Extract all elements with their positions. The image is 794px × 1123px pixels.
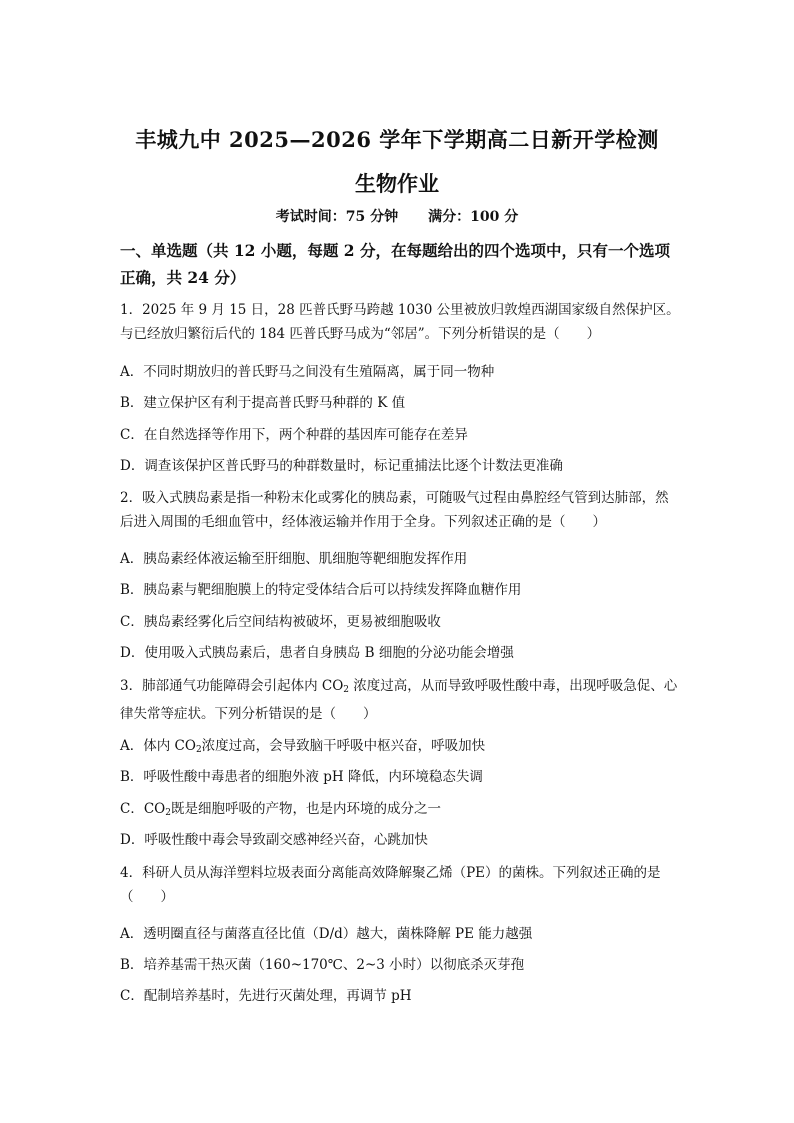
page-subtitle: 生物作业	[355, 171, 439, 196]
question-2-option-a: A．胰岛素经体液运输至肝细胞、肌细胞等靶细胞发挥作用	[120, 551, 468, 567]
question-3-stem-part-a: 3．肺部通气功能障碍会引起体内 CO	[120, 678, 344, 694]
option-text: B．呼吸性酸中毒患者的细胞外液 pH 降低，内环境稳态失调	[120, 769, 483, 785]
question-3-stem	[120, 674, 680, 726]
option-subscript: 2	[195, 745, 202, 755]
question-3-option-d	[120, 831, 428, 849]
question-1-stem: 1．2025 年 9 月 15 日，28 匹普氏野马跨越 1030 公里被放归敦煌西湖国家级自然保护区。与已经放归繁衍后代的 184 匹普氏野马成为“邻居”。下列分析错误的是（ ）	[120, 302, 680, 342]
question-3-option-b	[120, 768, 483, 786]
option-text: C．CO	[120, 801, 166, 817]
question-3-stem-part-b: 浓度过高，从而导致呼吸性酸中毒，出现呼吸急促、心律失常等症状。下列分析错误的是（ ）	[120, 678, 678, 722]
full-score: 满分：100 分	[428, 209, 519, 225]
option-subscript: 2	[165, 808, 171, 818]
section-heading: 一、单选题（共 12 小题，每题 2 分，在每题给出的四个选项中，只有一个选项正确，共 24 分）	[120, 241, 670, 287]
question-2-stem: 2．吸入式胰岛素是指一种粉末化或雾化的胰岛素，可随吸气过程由鼻腔经气管到达肺部，然后进入周围的毛细血管中，经体液运输并作用于全身。下列叙述正确的是（ ）	[120, 490, 669, 530]
option-text: 既是细胞呼吸的产物，也是内环境的成分之一	[170, 801, 441, 817]
question-1-option-a: A．不同时期放归的普氏野马之间没有生殖隔离，属于同一物种	[120, 364, 495, 380]
question-1-option-d: D．调查该保护区普氏野马的种群数量时，标记重捕法比逐个计数法更准确	[120, 458, 563, 474]
question-4-option-c: C．配制培养基时，先进行灭菌处理，再调节 pH	[120, 988, 412, 1004]
question-2-option-b: B．胰岛素与靶细胞膜上的特定受体结合后可以持续发挥降血糖作用	[120, 582, 522, 598]
exam-time: 考试时间：75 分钟	[275, 209, 399, 225]
question-4-option-b: B．培养基需干热灭菌（160~170℃、2~3 小时）以彻底杀灭芽孢	[120, 957, 525, 973]
question-4-option-a: A．透明圈直径与菌落直径比值（D/d）越大，菌株降解 PE 能力越强	[120, 926, 533, 942]
page-title: 丰城九中 2025—2026 学年下学期高二日新开学检测	[135, 127, 659, 152]
option-text: 浓度过高，会导致脑干呼吸中枢兴奋，呼吸加快	[201, 738, 486, 754]
question-2-option-c: C．胰岛素经雾化后空间结构被破坏，更易被细胞吸收	[120, 614, 441, 630]
option-text: D．呼吸性酸中毒会导致副交感神经兴奋，心跳加快	[120, 832, 428, 848]
question-3-option-c	[120, 800, 441, 822]
exam-info	[0, 206, 794, 226]
question-3-stem-subscript: 2	[343, 685, 350, 695]
question-1-option-c: C．在自然选择等作用下，两个种群的基因库可能存在差异	[120, 427, 468, 443]
question-4-stem: 4．科研人员从海洋塑料垃圾表面分离能高效降解聚乙烯（PE）的菌株。下列叙述正确的是（ ）	[120, 865, 661, 905]
option-text: A．体内 CO	[120, 738, 196, 754]
question-2-option-d: D．使用吸入式胰岛素后，患者自身胰岛 B 细胞的分泌功能会增强	[120, 645, 514, 661]
question-3-option-a	[120, 737, 485, 759]
question-1-option-b: B．建立保护区有利于提高普氏野马种群的 K 值	[120, 395, 406, 411]
